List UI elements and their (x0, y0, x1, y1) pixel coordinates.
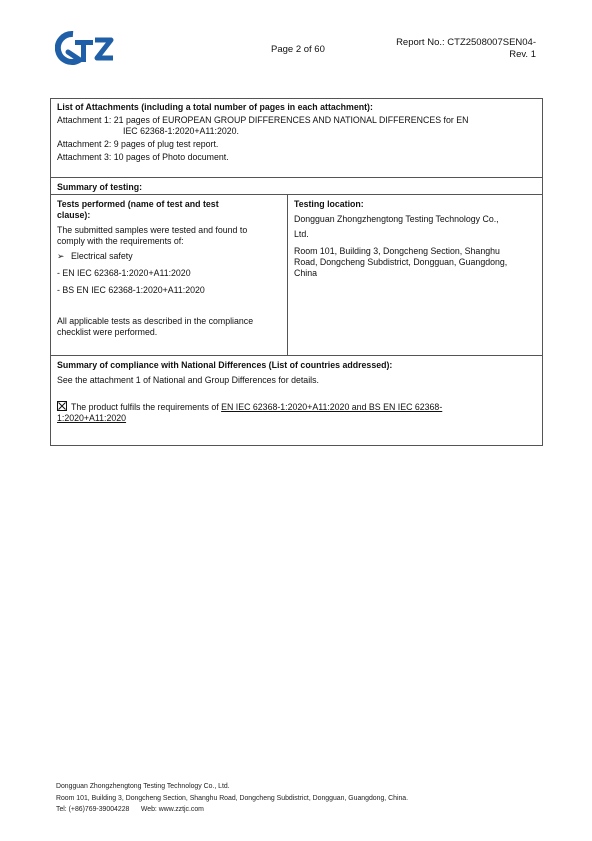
location-address-line3: China (294, 268, 317, 278)
national-title: Summary of compliance with National Differences (List of countries addressed): (57, 360, 393, 370)
tests-intro-line2: comply with the requirements of: (57, 236, 184, 246)
fulfils-standard-line1: EN IEC 62368-1:2020+A11:2020 and BS EN IEC 62368- (221, 402, 443, 412)
arrow-bullet-icon: ➢ (57, 251, 65, 261)
attachments-section (51, 99, 542, 178)
attachment-3: Attachment 3: 10 pages of Photo document. (57, 152, 229, 162)
tests-title-line1: Tests performed (name of test and test (57, 199, 219, 209)
attachment-1-cont: IEC 62368-1:2020+A11:2020. (123, 126, 240, 136)
summary-section (51, 178, 542, 195)
footer-tel: Tel: (+86)769-39004228 (56, 806, 130, 813)
fulfils-prefix: The product fulfils the requirements of (71, 402, 222, 412)
footer-web: Web: www.zztjc.com (140, 806, 204, 813)
national-differences-section (51, 356, 542, 445)
report-number-line1: Report No.: CTZ2508007SEN04- (396, 37, 536, 48)
testing-section (51, 195, 542, 356)
report-number (396, 37, 536, 61)
tests-standard-2: - BS EN IEC 62368-1:2020+A11:2020 (57, 285, 205, 295)
tests-standard-1: - EN IEC 62368-1:2020+A11:2020 (57, 268, 191, 278)
report-number-line2: Rev. 1 (509, 49, 536, 60)
location-company-line1: Dongguan Zhongzhengtong Testing Technology Co., (294, 214, 499, 224)
footer-contact (56, 804, 408, 816)
tests-note-line1: All applicable tests as described in the compliance (57, 316, 254, 326)
tests-title-line2: clause): (57, 210, 91, 220)
tests-bullet (57, 251, 281, 262)
tests-intro-line1: The submitted samples were tested and found to (57, 225, 248, 235)
attachments-title: List of Attachments (including a total number of pages in each attachment): (57, 102, 373, 112)
page-number: Page 2 of 60 (271, 44, 325, 55)
national-text: See the attachment 1 of National and Group Differences for details. (57, 375, 319, 385)
attachment-2: Attachment 2: 9 pages of plug test report. (57, 139, 219, 149)
page-footer (56, 781, 408, 816)
location-title: Testing location: (294, 199, 364, 209)
checked-checkbox-icon (57, 401, 67, 411)
footer-company: Dongguan Zhongzhengtong Testing Technology Co., Ltd. (56, 783, 230, 790)
company-logo (55, 30, 117, 70)
summary-title: Summary of testing: (57, 182, 143, 192)
tests-note-line2: checklist were performed. (57, 327, 158, 337)
fulfils-standard-line2: 1:2020+A11:2020 (57, 413, 127, 423)
location-company-line2: Ltd. (294, 229, 309, 239)
fulfils-statement (57, 401, 536, 413)
location-address-line2: Road, Dongcheng Subdistrict, Dongguan, Guangdong, (294, 257, 508, 267)
report-summary-table (50, 98, 543, 446)
tests-performed-cell (51, 195, 288, 355)
attachment-1: Attachment 1: 21 pages of EUROPEAN GROUP DIFFERENCES AND NATIONAL DIFFERENCES for EN (57, 115, 469, 125)
testing-location-cell (288, 195, 542, 355)
location-address-line1: Room 101, Building 3, Dongcheng Section, Shanghu (294, 246, 500, 256)
tests-bullet-text: Electrical safety (71, 251, 133, 261)
footer-address: Room 101, Building 3, Dongcheng Section, Shanghu Road, Dongcheng Subdistrict, Dongguan, Guangdong, China. (56, 794, 409, 802)
